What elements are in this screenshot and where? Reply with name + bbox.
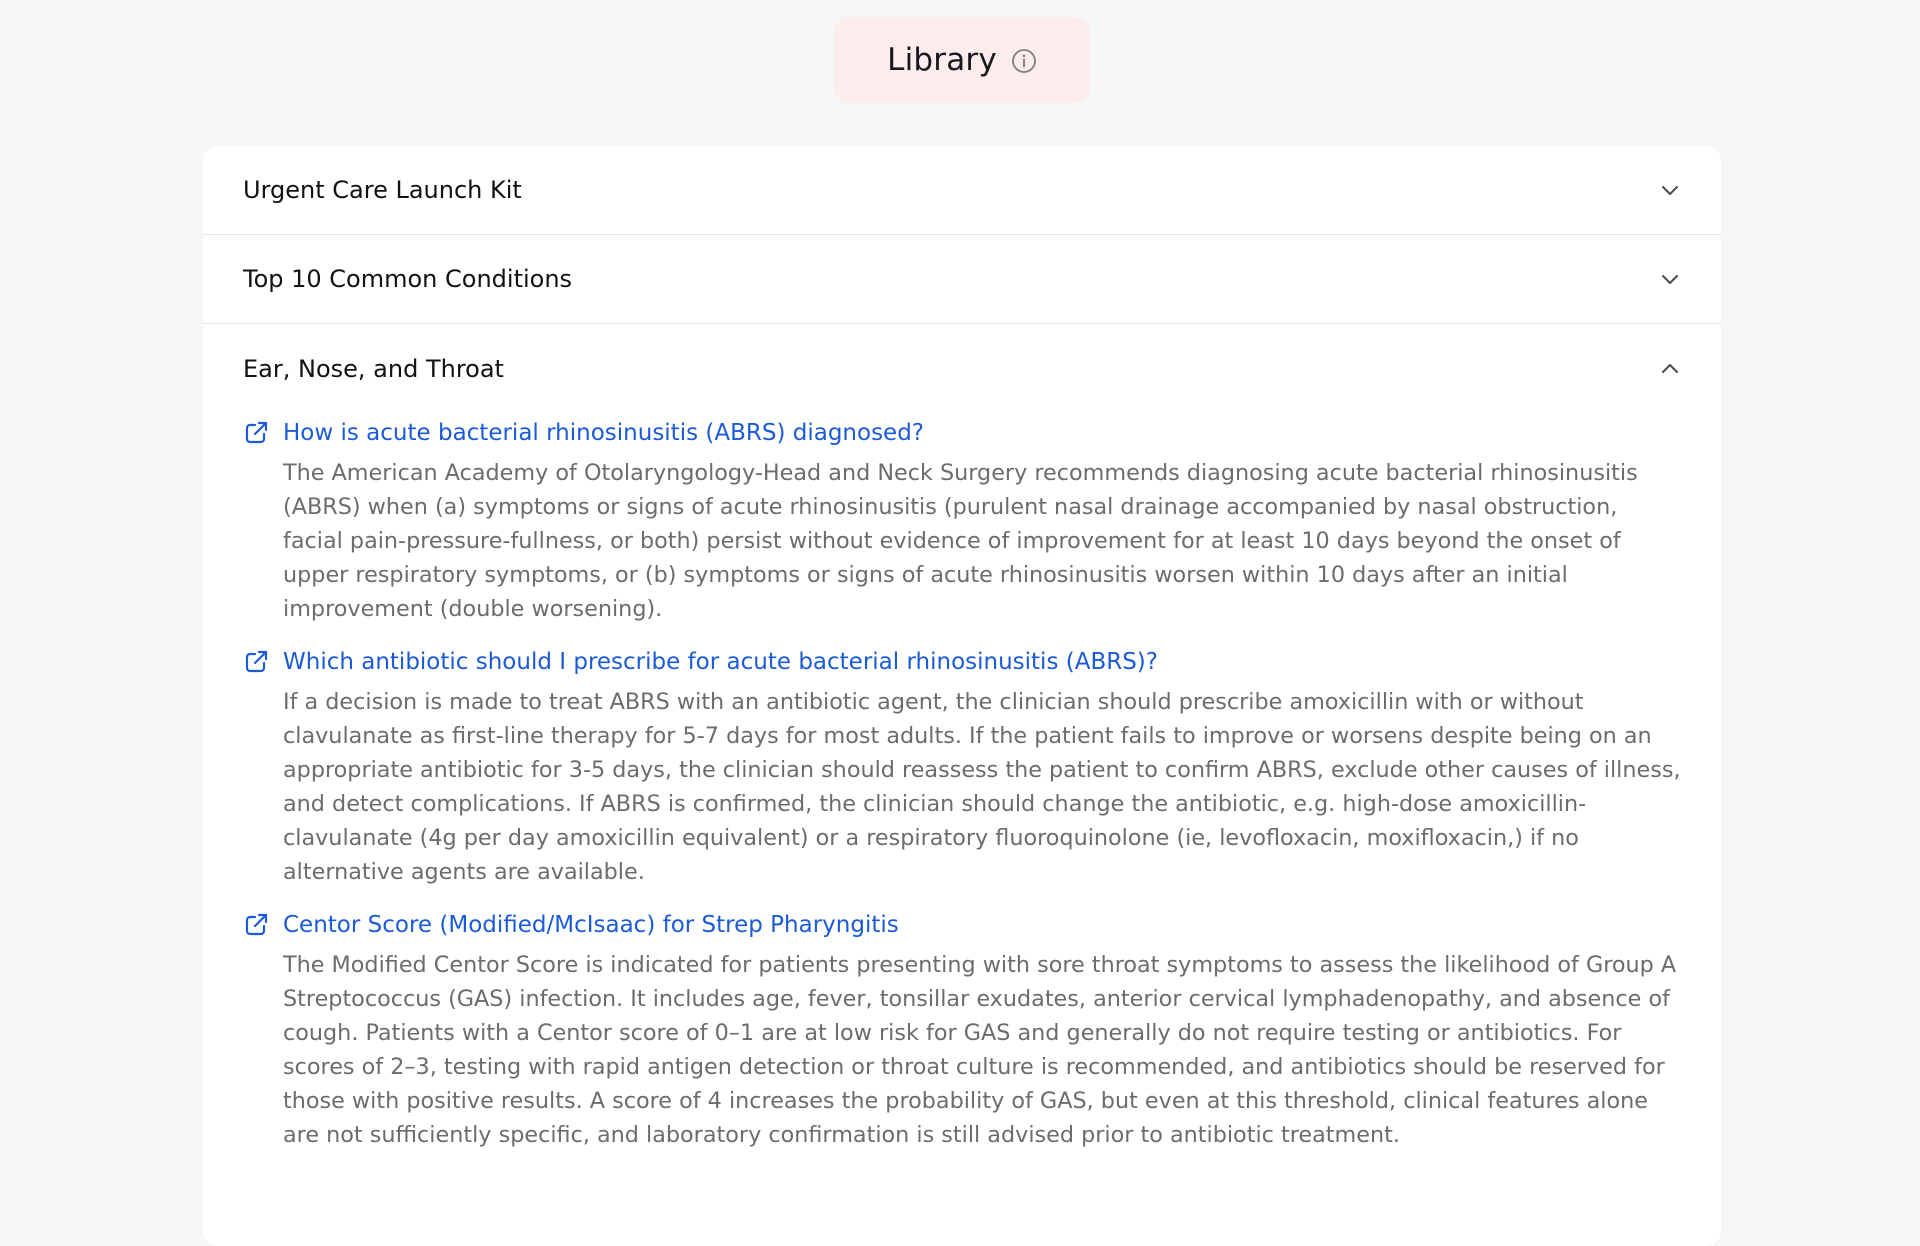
chevron-down-icon[interactable]	[1659, 268, 1681, 290]
library-entry	[243, 911, 1681, 1152]
external-link-icon[interactable]	[243, 419, 270, 446]
library-entry	[243, 419, 1681, 626]
chevron-up-icon[interactable]	[1659, 358, 1681, 380]
section-ear-nose-throat-content	[203, 413, 1721, 1152]
entry-link-abrs-antibiotic[interactable]: Which antibiotic should I prescribe for acute bacterial rhinosinusitis (ABRS)?	[283, 648, 1158, 675]
section-title: Ear, Nose, and Throat	[243, 354, 504, 383]
library-header	[834, 17, 1090, 103]
chevron-down-icon[interactable]	[1659, 179, 1681, 201]
section-title: Top 10 Common Conditions	[243, 265, 573, 293]
library-accordion	[203, 146, 1721, 1246]
section-top-10-common-conditions[interactable]	[203, 235, 1721, 324]
entry-link-abrs-diagnosis[interactable]: How is acute bacterial rhinosinusitis (ABRS) diagnosed?	[283, 419, 925, 446]
entry-description: If a decision is made to treat ABRS with an antibiotic agent, the clinician should prescribe amoxicillin with or without clavulanate as first-line therapy for 5-7 days for most adults. If the patient fails to improve or worsens despite being on an appropriate antibiotic for 3-5 days, the clinician should reassess the patient to confirm ABRS, exclude other causes of illness, and detect complications. If ABRS is confirmed, the clinician should change the antibiotic, e.g. high-dose amoxicillin-clavulanate (4g per day amoxicillin equivalent) or a respiratory fluoroquinolone (ie, levofloxacin, moxifloxacin,) if no alternative agents are available.	[283, 689, 1681, 885]
entry-link-centor-score[interactable]: Centor Score (Modified/McIsaac) for Strep Pharyngitis	[283, 911, 899, 938]
section-ear-nose-throat[interactable]	[203, 324, 1721, 413]
section-title: Urgent Care Launch Kit	[243, 176, 522, 204]
info-circle-icon[interactable]	[1011, 48, 1037, 74]
external-link-icon[interactable]	[243, 911, 270, 938]
section-urgent-care-launch-kit[interactable]	[203, 146, 1721, 235]
library-entry	[243, 648, 1681, 889]
external-link-icon[interactable]	[243, 648, 270, 675]
entry-description: The Modified Centor Score is indicated for patients presenting with sore throat symptoms to assess the likelihood of Group A Streptococcus (GAS) infection. It includes age, fever, tonsillar exudates, anterior cervical lymphadenopathy, and absence of cough. Patients with a Centor score of 0–1 are at low risk for GAS and generally do not require testing or antibiotics. For scores of 2–3, testing with rapid antigen detection or throat culture is recommended, and antibiotics should be reserved for those with positive results. A score of 4 increases the probability of GAS, but even at this threshold, clinical features alone are not sufficiently specific, and laboratory confirmation is still advised prior to antibiotic treatment.	[283, 952, 1677, 1148]
entry-description: The American Academy of Otolaryngology-Head and Neck Surgery recommends diagnosing acute bacterial rhinosinusitis (ABRS) when (a) symptoms or signs of acute rhinosinusitis (purulent nasal drainage accompanied by nasal obstruction, facial pain-pressure-fullness, or both) persist without evidence of improvement for at least 10 days beyond the onset of upper respiratory symptoms, or (b) symptoms or signs of acute rhinosinusitis worsen within 10 days after an initial improvement (double worsening).	[283, 460, 1638, 622]
page-title: Library	[887, 42, 997, 78]
